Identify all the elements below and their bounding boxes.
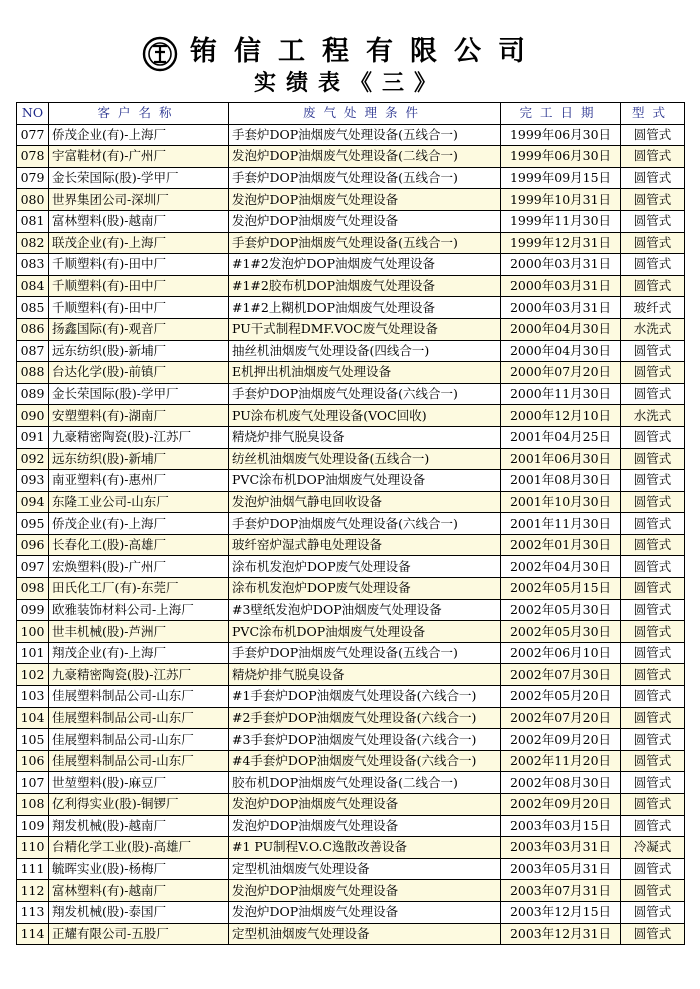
customer-name: 翔茂企业(有)-上海厂	[49, 642, 229, 664]
completion-date: 2002年04月30日	[501, 556, 621, 578]
table-row	[17, 362, 685, 384]
row-no: 079	[17, 167, 49, 189]
completion-date: 2002年07月30日	[501, 664, 621, 686]
equipment-type: 圆管式	[621, 556, 685, 578]
table-row	[17, 210, 685, 232]
equipment-type: 圆管式	[621, 794, 685, 816]
equipment-type: 圆管式	[621, 664, 685, 686]
completion-date: 2001年04月25日	[501, 426, 621, 448]
equipment-type: 圆管式	[621, 686, 685, 708]
header-customer-name: 客户名称	[49, 103, 229, 125]
customer-name: 金长荣国际(股)-学甲厂	[49, 383, 229, 405]
table-row	[17, 340, 685, 362]
treatment-condition: 发泡炉DOP油烟废气处理设备	[229, 794, 501, 816]
equipment-type: 圆管式	[621, 578, 685, 600]
completion-date: 2002年11月20日	[501, 750, 621, 772]
company-logo-icon	[142, 36, 178, 72]
equipment-type: 圆管式	[621, 210, 685, 232]
treatment-condition: #4手套炉DOP油烟废气处理设备(六线合一)	[229, 750, 501, 772]
treatment-condition: 手套炉DOP油烟废气处理设备(六线合一)	[229, 383, 501, 405]
equipment-type: 圆管式	[621, 923, 685, 945]
table-row	[17, 167, 685, 189]
completion-date: 1999年10月31日	[501, 189, 621, 211]
completion-date: 2000年03月31日	[501, 297, 621, 319]
table-row	[17, 707, 685, 729]
customer-name: 东隆工业公司-山东厂	[49, 491, 229, 513]
treatment-condition: PU涂布机废气处理设备(VOC回收)	[229, 405, 501, 427]
equipment-type: 圆管式	[621, 167, 685, 189]
customer-name: 世界集团公司-深圳厂	[49, 189, 229, 211]
customer-name: 富林塑料(有)-越南厂	[49, 880, 229, 902]
completion-date: 1999年09月15日	[501, 167, 621, 189]
equipment-type: 圆管式	[621, 383, 685, 405]
treatment-condition: #1 PU制程V.O.C逸散改善设备	[229, 837, 501, 859]
customer-name: 九豪精密陶瓷(股)-江苏厂	[49, 664, 229, 686]
table-row	[17, 513, 685, 535]
customer-name: 扬鑫国际(有)-观音厂	[49, 318, 229, 340]
row-no: 096	[17, 534, 49, 556]
completion-date: 2003年12月31日	[501, 923, 621, 945]
table-row	[17, 426, 685, 448]
table-row	[17, 556, 685, 578]
table-row	[17, 794, 685, 816]
treatment-condition: #1手套炉DOP油烟废气处理设备(六线合一)	[229, 686, 501, 708]
treatment-condition: PVC涂布机DOP油烟废气处理设备	[229, 470, 501, 492]
row-no: 103	[17, 686, 49, 708]
table-row	[17, 405, 685, 427]
row-no: 105	[17, 729, 49, 751]
treatment-condition: 手套炉DOP油烟废气处理设备(五线合一)	[229, 124, 501, 146]
completion-date: 1999年06月30日	[501, 146, 621, 168]
table-row	[17, 534, 685, 556]
table-row	[17, 297, 685, 319]
table-row	[17, 448, 685, 470]
equipment-type: 圆管式	[621, 901, 685, 923]
header-no: NO	[17, 103, 49, 125]
row-no: 084	[17, 275, 49, 297]
equipment-type: 水洗式	[621, 318, 685, 340]
table-row	[17, 901, 685, 923]
equipment-type: 圆管式	[621, 189, 685, 211]
treatment-condition: 涂布机发泡炉DOP废气处理设备	[229, 578, 501, 600]
equipment-type: 圆管式	[621, 448, 685, 470]
completion-date: 2000年04月30日	[501, 318, 621, 340]
table-row	[17, 578, 685, 600]
row-no: 087	[17, 340, 49, 362]
equipment-type: 圆管式	[621, 362, 685, 384]
equipment-type: 冷凝式	[621, 837, 685, 859]
row-no: 094	[17, 491, 49, 513]
treatment-condition: #3壁纸发泡炉DOP油烟废气处理设备	[229, 599, 501, 621]
equipment-type: 玻纤式	[621, 297, 685, 319]
equipment-type: 圆管式	[621, 729, 685, 751]
page-header	[0, 30, 700, 102]
customer-name: 毓晖实业(股)-杨梅厂	[49, 858, 229, 880]
customer-name: 金长荣国际(股)-学甲厂	[49, 167, 229, 189]
equipment-type: 圆管式	[621, 426, 685, 448]
equipment-type: 圆管式	[621, 642, 685, 664]
company-name: 铕信工程有限公司	[190, 36, 542, 67]
treatment-condition: PVC涂布机DOP油烟废气处理设备	[229, 621, 501, 643]
row-no: 083	[17, 254, 49, 276]
equipment-type: 圆管式	[621, 470, 685, 492]
completion-date: 2002年09月20日	[501, 794, 621, 816]
row-no: 093	[17, 470, 49, 492]
equipment-type: 圆管式	[621, 275, 685, 297]
customer-name: 安塑塑料(有)-湖南厂	[49, 405, 229, 427]
completion-date: 2002年08月30日	[501, 772, 621, 794]
table-row	[17, 664, 685, 686]
row-no: 112	[17, 880, 49, 902]
row-no: 092	[17, 448, 49, 470]
equipment-type: 圆管式	[621, 750, 685, 772]
customer-name: 世堃塑料(股)-麻豆厂	[49, 772, 229, 794]
completion-date: 2002年05月30日	[501, 599, 621, 621]
row-no: 100	[17, 621, 49, 643]
treatment-condition: #2手套炉DOP油烟废气处理设备(六线合一)	[229, 707, 501, 729]
treatment-condition: 手套炉DOP油烟废气处理设备(六线合一)	[229, 513, 501, 535]
treatment-condition: 发泡炉DOP油烟废气处理设备	[229, 880, 501, 902]
equipment-type: 圆管式	[621, 599, 685, 621]
customer-name: 田氏化工厂(有)-东莞厂	[49, 578, 229, 600]
treatment-condition: 涂布机发泡炉DOP废气处理设备	[229, 556, 501, 578]
table-title: 实绩表《三》	[253, 70, 446, 96]
completion-date: 2002年05月20日	[501, 686, 621, 708]
completion-date: 2003年03月31日	[501, 837, 621, 859]
row-no: 106	[17, 750, 49, 772]
customer-name: 亿利得实业(股)-铜锣厂	[49, 794, 229, 816]
treatment-condition: 发泡炉油烟气静电回收设备	[229, 491, 501, 513]
equipment-type: 圆管式	[621, 815, 685, 837]
row-no: 098	[17, 578, 49, 600]
treatment-condition: 玻纤窑炉湿式静电处理设备	[229, 534, 501, 556]
table-row	[17, 837, 685, 859]
customer-name: 正耀有限公司-五股厂	[49, 923, 229, 945]
table-body	[17, 124, 685, 945]
equipment-type: 圆管式	[621, 880, 685, 902]
customer-name: 千顺塑料(有)-田中厂	[49, 275, 229, 297]
customer-name: 翔发机械(股)-泰国厂	[49, 901, 229, 923]
row-no: 081	[17, 210, 49, 232]
customer-name: 远东纺织(股)-新埔厂	[49, 448, 229, 470]
customer-name: 欧雅装饰材料公司-上海厂	[49, 599, 229, 621]
completion-date: 2002年06月10日	[501, 642, 621, 664]
row-no: 091	[17, 426, 49, 448]
table-row	[17, 815, 685, 837]
completion-date: 2002年01月30日	[501, 534, 621, 556]
completion-date: 2000年03月31日	[501, 254, 621, 276]
completion-date: 2003年05月31日	[501, 858, 621, 880]
equipment-type: 圆管式	[621, 146, 685, 168]
table-row	[17, 686, 685, 708]
customer-name: 长春化工(股)-高雄厂	[49, 534, 229, 556]
row-no: 104	[17, 707, 49, 729]
treatment-condition: #1#2发泡炉DOP油烟废气处理设备	[229, 254, 501, 276]
treatment-condition: #1#2胶布机DOP油烟废气处理设备	[229, 275, 501, 297]
row-no: 101	[17, 642, 49, 664]
row-no: 113	[17, 901, 49, 923]
treatment-condition: 发泡炉DOP油烟废气处理设备	[229, 210, 501, 232]
row-no: 099	[17, 599, 49, 621]
equipment-type: 圆管式	[621, 124, 685, 146]
table-row	[17, 189, 685, 211]
performance-table	[16, 102, 685, 945]
customer-name: 宏焕塑料(股)-广州厂	[49, 556, 229, 578]
completion-date: 1999年11月30日	[501, 210, 621, 232]
treatment-condition: 手套炉DOP油烟废气处理设备(五线合一)	[229, 167, 501, 189]
completion-date: 2001年06月30日	[501, 448, 621, 470]
customer-name: 富林塑料(股)-越南厂	[49, 210, 229, 232]
customer-name: 侨茂企业(有)-上海厂	[49, 513, 229, 535]
treatment-condition: 抽丝机油烟废气处理设备(四线合一)	[229, 340, 501, 362]
header-completion-date: 完工日期	[501, 103, 621, 125]
completion-date: 1999年12月31日	[501, 232, 621, 254]
treatment-condition: 发泡炉DOP油烟废气处理设备	[229, 901, 501, 923]
row-no: 097	[17, 556, 49, 578]
row-no: 110	[17, 837, 49, 859]
treatment-condition: 手套炉DOP油烟废气处理设备(五线合一)	[229, 642, 501, 664]
row-no: 089	[17, 383, 49, 405]
customer-name: 台精化学工业(股)-高雄厂	[49, 837, 229, 859]
treatment-condition: 定型机油烟废气处理设备	[229, 858, 501, 880]
table-row	[17, 599, 685, 621]
row-no: 077	[17, 124, 49, 146]
table-row	[17, 146, 685, 168]
equipment-type: 圆管式	[621, 513, 685, 535]
completion-date: 2001年11月30日	[501, 513, 621, 535]
table-row	[17, 621, 685, 643]
completion-date: 2000年11月30日	[501, 383, 621, 405]
table-row	[17, 124, 685, 146]
completion-date: 2000年03月31日	[501, 275, 621, 297]
equipment-type: 水洗式	[621, 405, 685, 427]
table-row	[17, 750, 685, 772]
customer-name: 台达化学(股)-前镇厂	[49, 362, 229, 384]
table-header-row	[17, 103, 685, 125]
row-no: 109	[17, 815, 49, 837]
table-row	[17, 254, 685, 276]
customer-name: 远东纺织(股)-新埔厂	[49, 340, 229, 362]
table-row	[17, 491, 685, 513]
completion-date: 2000年07月20日	[501, 362, 621, 384]
equipment-type: 圆管式	[621, 534, 685, 556]
equipment-type: 圆管式	[621, 232, 685, 254]
customer-name: 佳展塑料制品公司-山东厂	[49, 729, 229, 751]
equipment-type: 圆管式	[621, 340, 685, 362]
table-row	[17, 470, 685, 492]
completion-date: 2000年12月10日	[501, 405, 621, 427]
completion-date: 2003年12月15日	[501, 901, 621, 923]
row-no: 080	[17, 189, 49, 211]
row-no: 102	[17, 664, 49, 686]
table-row	[17, 383, 685, 405]
table-row	[17, 858, 685, 880]
customer-name: 千顺塑料(有)-田中厂	[49, 254, 229, 276]
header-treatment-condition: 废气处理条件	[229, 103, 501, 125]
treatment-condition: PU干式制程DMF.VOC废气处理设备	[229, 318, 501, 340]
customer-name: 佳展塑料制品公司-山东厂	[49, 707, 229, 729]
completion-date: 2002年09月20日	[501, 729, 621, 751]
completion-date: 2003年07月31日	[501, 880, 621, 902]
equipment-type: 圆管式	[621, 491, 685, 513]
treatment-condition: 胶布机DOP油烟废气处理设备(二线合一)	[229, 772, 501, 794]
row-no: 086	[17, 318, 49, 340]
equipment-type: 圆管式	[621, 707, 685, 729]
completion-date: 2002年07月20日	[501, 707, 621, 729]
completion-date: 2002年05月15日	[501, 578, 621, 600]
row-no: 090	[17, 405, 49, 427]
customer-name: 翔发机械(股)-越南厂	[49, 815, 229, 837]
treatment-condition: 精烧炉排气脱臭设备	[229, 426, 501, 448]
completion-date: 2001年08月30日	[501, 470, 621, 492]
customer-name: 侨茂企业(有)-上海厂	[49, 124, 229, 146]
row-no: 095	[17, 513, 49, 535]
treatment-condition: 手套炉DOP油烟废气处理设备(五线合一)	[229, 232, 501, 254]
table-row	[17, 923, 685, 945]
row-no: 088	[17, 362, 49, 384]
treatment-condition: E机押出机油烟废气处理设备	[229, 362, 501, 384]
table-row	[17, 232, 685, 254]
equipment-type: 圆管式	[621, 621, 685, 643]
row-no: 114	[17, 923, 49, 945]
customer-name: 佳展塑料制品公司-山东厂	[49, 686, 229, 708]
treatment-condition: 精烧炉排气脱臭设备	[229, 664, 501, 686]
equipment-type: 圆管式	[621, 772, 685, 794]
treatment-condition: 发泡炉DOP油烟废气处理设备(二线合一)	[229, 146, 501, 168]
customer-name: 九豪精密陶瓷(股)-江苏厂	[49, 426, 229, 448]
treatment-condition: #3手套炉DOP油烟废气处理设备(六线合一)	[229, 729, 501, 751]
row-no: 085	[17, 297, 49, 319]
treatment-condition: 发泡炉DOP油烟废气处理设备	[229, 815, 501, 837]
row-no: 108	[17, 794, 49, 816]
table-row	[17, 729, 685, 751]
row-no: 111	[17, 858, 49, 880]
customer-name: 佳展塑料制品公司-山东厂	[49, 750, 229, 772]
row-no: 082	[17, 232, 49, 254]
header-type: 型式	[621, 103, 685, 125]
table-row	[17, 275, 685, 297]
completion-date: 2000年04月30日	[501, 340, 621, 362]
treatment-condition: 定型机油烟废气处理设备	[229, 923, 501, 945]
completion-date: 1999年06月30日	[501, 124, 621, 146]
customer-name: 联茂企业(有)-上海厂	[49, 232, 229, 254]
treatment-condition: 发泡炉DOP油烟废气处理设备	[229, 189, 501, 211]
treatment-condition: #1#2上糊机DOP油烟废气处理设备	[229, 297, 501, 319]
equipment-type: 圆管式	[621, 254, 685, 276]
equipment-type: 圆管式	[621, 858, 685, 880]
table-row	[17, 772, 685, 794]
table-row	[17, 642, 685, 664]
customer-name: 千顺塑料(有)-田中厂	[49, 297, 229, 319]
row-no: 107	[17, 772, 49, 794]
treatment-condition: 纺丝机油烟废气处理设备(五线合一)	[229, 448, 501, 470]
table-row	[17, 880, 685, 902]
row-no: 078	[17, 146, 49, 168]
completion-date: 2002年05月30日	[501, 621, 621, 643]
customer-name: 世丰机械(股)-芦洲厂	[49, 621, 229, 643]
completion-date: 2003年03月15日	[501, 815, 621, 837]
customer-name: 南亚塑料(有)-惠州厂	[49, 470, 229, 492]
completion-date: 2001年10月30日	[501, 491, 621, 513]
customer-name: 宇富鞋材(有)-广州厂	[49, 146, 229, 168]
table-row	[17, 318, 685, 340]
